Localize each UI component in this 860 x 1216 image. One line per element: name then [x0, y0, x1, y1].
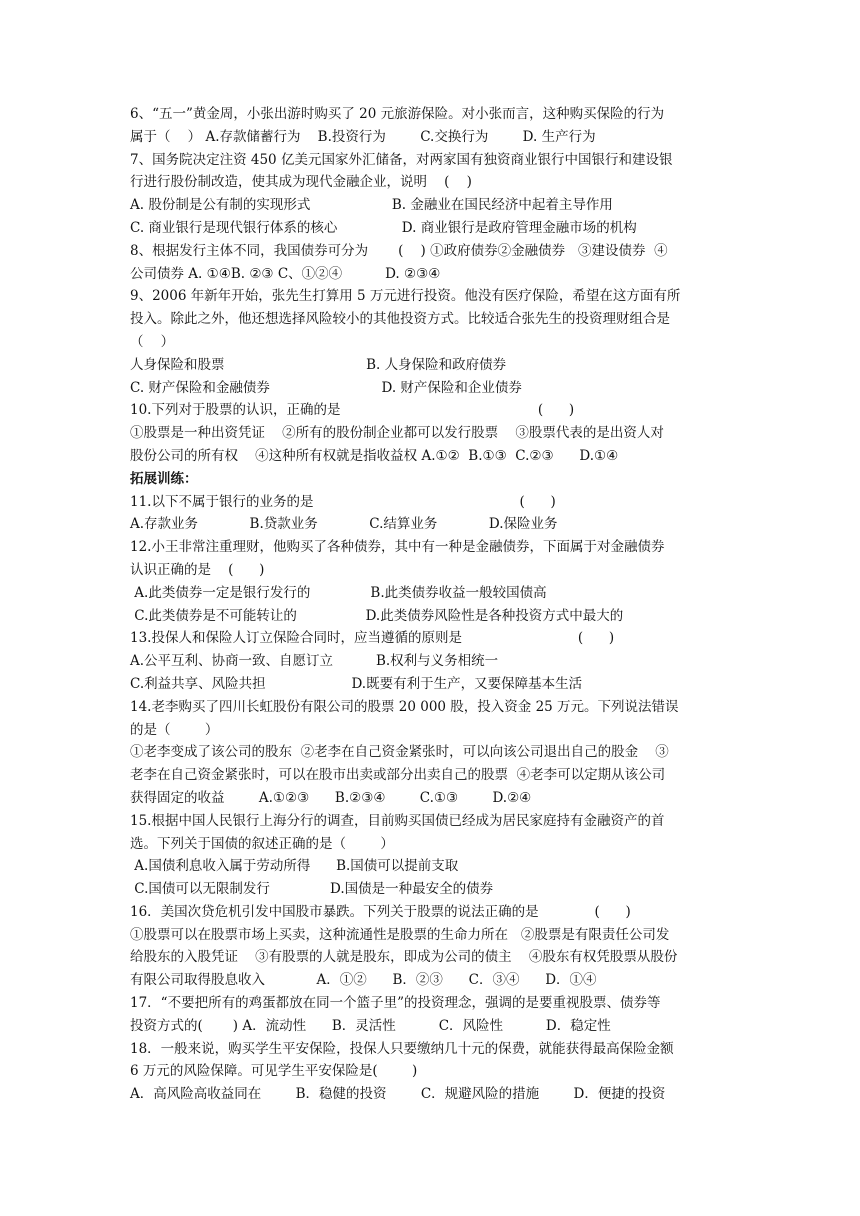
text-line: C. 商业银行是现代银行体系的核心 D. 商业银行是政府管理金融市场的机构 — [130, 219, 637, 236]
text-line: 7、国务院决定注资 450 亿美元国家外汇储备，对两家国有独资商业银行中国银行和建设银 — [130, 151, 673, 168]
text-line: 属于（ ） A.存款储蓄行为 B.投资行为 C.交换行为 D. 生产行为 — [130, 128, 596, 145]
text-line: C.利益共享、风险共担 D.既要有利于生产，又要保障基本生活 — [130, 675, 583, 692]
text-line: 14.老李购买了四川长虹股份有限公司的股票 20 000 股，投入资金 25 万元。下列说法错误 — [130, 698, 679, 715]
text-line: 10.下列对于股票的认识，正确的是 ( ) — [130, 402, 575, 419]
text-line: ①股票可以在股票市场上买卖，这种流通性是股票的生命力所在 ②股票是有限责任公司发 — [130, 926, 670, 943]
text-line: 6、“五一”黄金周，小张出游时购买了 20 元旅游保险。对小张而言，这种购买保险的行为 — [130, 106, 665, 122]
section-heading: 拓展训练： — [130, 470, 198, 487]
text-line: 选。下列关于国债的叙述正确的是（ ） — [130, 835, 394, 852]
text-line: 18．一般来说，购买学生平安保险，投保人只要缴纳几十元的保费，就能获得最高保险金额 — [130, 1040, 674, 1057]
text-line: 的是（ ） — [130, 721, 219, 738]
text-line: 股份公司的所有权 ④这种所有权就是指收益权 A.①② B.①③ C.②③ D.①④ — [130, 447, 619, 464]
text-line: 9、2006 年新年开始，张先生打算用 5 万元进行投资。他没有医疗保险，希望在这方面有所 — [130, 288, 681, 305]
text-line: 有限公司取得股息收入 A．①② B．②③ C．③④ D．①④ — [130, 972, 597, 989]
text-line: 12.小王非常注重理财，他购买了各种债券，其中有一种是金融债券，下面属于对金融债券 — [130, 539, 665, 556]
text-line: 13.投保人和保险人订立保险合同时，应当遵循的原则是 ( ) — [130, 630, 615, 647]
text-line: 8、根据发行主体不同，我国债券可分为 ( ) ①政府债券②金融债券 ③建设债券 ④ — [130, 242, 668, 259]
text-line: ①股票是一种出资凭证 ②所有的股份制企业都可以发行股票 ③股票代表的是出资人对 — [130, 425, 664, 442]
text-line: 11.以下不属于银行的业务的是 ( ) — [130, 493, 556, 510]
text-line: 16．美国次贷危机引发中国股市暴跌。下列关于股票的说法正确的是 ( ) — [130, 903, 631, 920]
text-line: 15.根据中国人民银行上海分行的调查，目前购买国债已经成为居民家庭持有金融资产的首 — [130, 812, 665, 829]
text-line: 公司债券 A. ①④B. ②③ C、①②④ D. ②③④ — [130, 265, 441, 282]
text-line: C. 财产保险和金融债券 D. 财产保险和企业债券 — [130, 379, 522, 396]
text-line: 人身保险和股票 B. 人身保险和政府债券 — [130, 356, 507, 373]
text-line: A.存款业务 B.贷款业务 C.结算业务 D.保险业务 — [130, 516, 558, 533]
text-line: 投入。除此之外，他还想选择风险较小的其他投资方式。比较适合张先生的投资理财组合是 — [130, 311, 670, 328]
text-line: 获得固定的收益 A.①②③ B.②③④ C.①③ D.②④ — [130, 789, 532, 806]
text-line: A.国债利息收入属于劳动所得 B.国债可以提前支取 — [130, 858, 459, 875]
text-line: 给股东的入股凭证 ③有股票的人就是股东，即成为公司的债主 ④股东有权凭股票从股份 — [130, 949, 678, 966]
text-line: ①老李变成了该公司的股东 ②老李在自己资金紧张时，可以向该公司退出自己的股金 ③ — [130, 744, 669, 761]
text-line: 投资方式的( ) A．流动性 B．灵活性 C．风险性 D．稳定性 — [130, 1017, 611, 1034]
text-line: A. 股份制是公有制的实现形式 B. 金融业在国民经济中起着主导作用 — [130, 197, 613, 214]
text-line: A.此类债券一定是银行发行的 B.此类债券收益一般较国债高 — [130, 584, 547, 601]
text-line: 17．“不要把所有的鸡蛋都放在同一个篮子里”的投资理念，强调的是要重视股票、债券等 — [130, 995, 661, 1012]
text-line: C.此类债券是不可能转让的 D.此类债券风险性是各种投资方式中最大的 — [130, 607, 624, 624]
text-line: 认识正确的是 ( ) — [130, 561, 265, 578]
text-line: （ ） — [130, 333, 175, 350]
text-line: A．高风险高收益同在 B．稳健的投资 C．规避风险的措施 D．便捷的投资 — [130, 1086, 666, 1103]
text-line: 老李在自己资金紧张时，可以在股市出卖或部分出卖自己的股票 ④老李可以定期从该公司 — [130, 767, 666, 784]
text-line: 6 万元的风险保障。可见学生平安保险是( ) — [130, 1063, 418, 1080]
text-line: C.国债可以无限制发行 D.国债是一种最安全的债券 — [130, 881, 494, 898]
text-line: A.公平互利、协商一致、自愿订立 B.权利与义务相统一 — [130, 653, 499, 670]
text-line: 行进行股份制改造，使其成为现代金融企业，说明 ( ) — [130, 174, 472, 191]
